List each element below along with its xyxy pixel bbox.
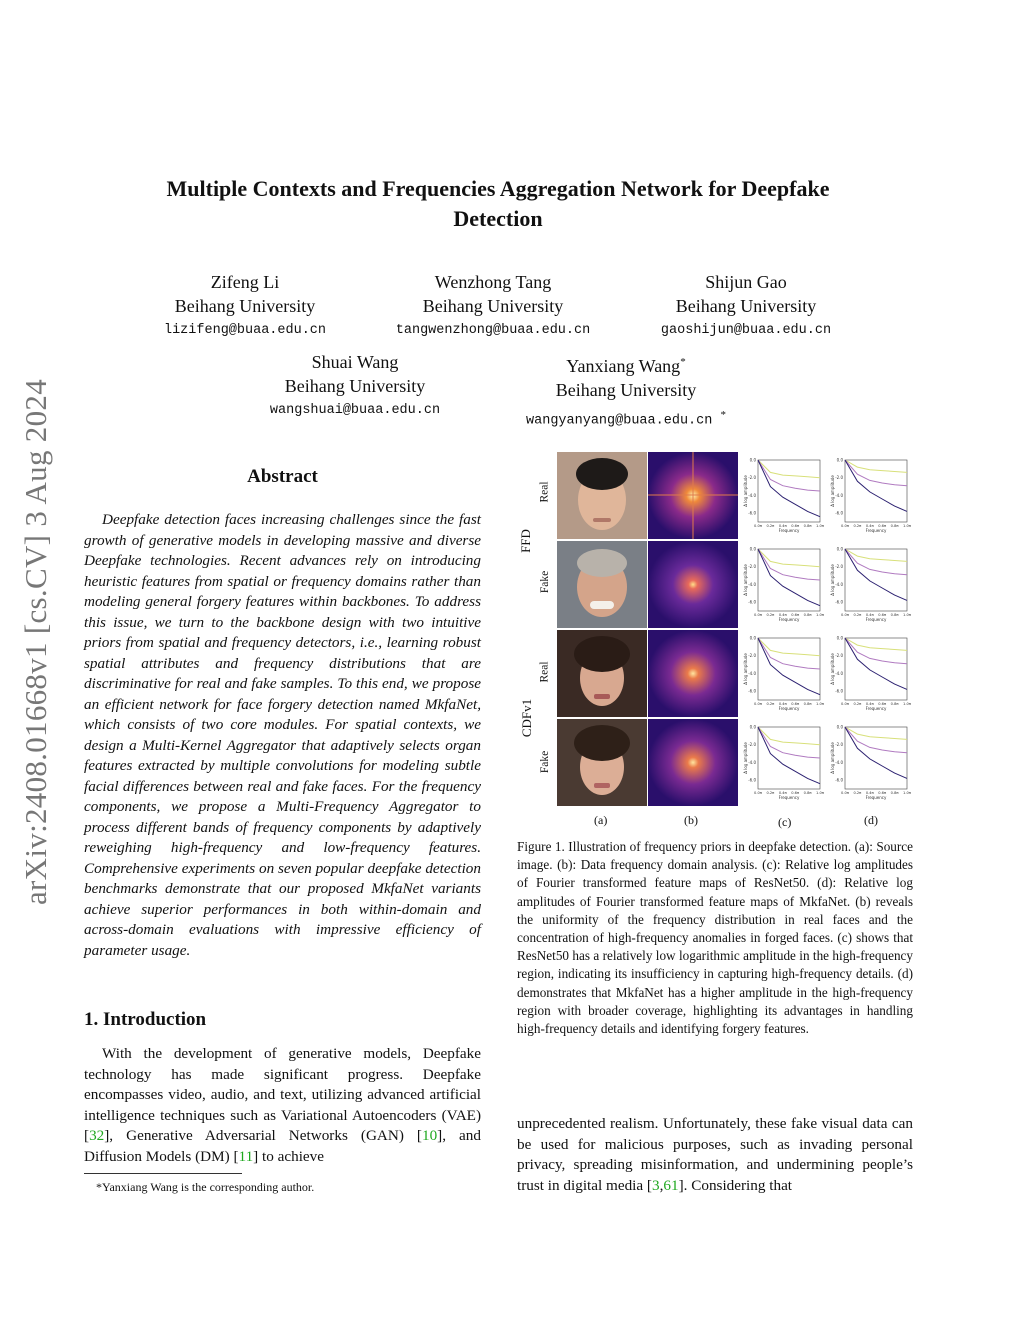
author-3 [616,270,876,344]
x-tick-label: 1.0π [903,613,911,617]
y-tick-label: 0.0 [836,635,843,641]
x-tick-label: 0.0π [841,702,849,706]
abstract-heading: Abstract [247,466,318,487]
y-tick-label: -2.0 [748,564,756,570]
x-axis-label: Frequency [865,528,887,533]
subfig-label-a: (a) [594,813,608,827]
x-axis-label: Frequency [865,795,887,800]
y-tick-label: 0.0 [749,457,756,463]
x-tick-label: 0.8π [890,702,899,706]
x-tick-label: 1.0π [903,524,911,528]
series-line-3 [845,727,907,778]
x-tick-label: 1.0π [903,702,911,706]
intro-heading: 1. Introduction [84,1009,207,1030]
x-tick-label: 0.6π [791,702,800,706]
x-tick-label: 0.6π [791,791,800,795]
author-email: gaoshijun@buaa.edu.cn [660,323,832,338]
x-tick-label: 0.4π [778,702,787,706]
amplitude-plot [742,719,824,804]
amplitude-plot [829,630,911,715]
x-tick-label: 1.0π [816,613,824,617]
y-axis-label: Δ log amplitude [830,564,835,596]
x-axis-label: Frequency [865,617,887,622]
y-axis-label: Δ log amplitude [743,475,748,507]
x-tick-label: 0.0π [754,791,762,795]
amplitude-plot [742,630,824,715]
x-tick-label: 0.8π [890,613,899,617]
y-tick-label: -6.0 [835,510,843,516]
abstract-body: Deepfake detection faces increasing challenges since the fast growth of generative models in developing massive and diverse Deepfake technologies. Recent advances rely on introducing heuristic features from spatial or frequency domains rather than modeling general forgery features within backbones. To address this issue, we turn to the backbone design with two intuitive priors from spatial and frequency detectors, i.e., learning robust spatial attributes and frequency distributions that are discriminative for real and fake samples. To this end, we propose an efficient network for face forgery detection named MkfaNet, which consists of two core modules. For spatial contexts, we design a Multi-Kernel Aggregator that adaptively selects organ features extracted by multiple convolutions for modeling subtle facial differences between real and fake faces. For the frequency components, we propose a Multi-Frequency Aggregator to process different bands of frequency components by adaptively reweighing high-frequency and low-frequency features. Comprehensive experiments on seven popular deepfake detection benchmarks demonstrate that our proposed MkfaNet variants achieve superior performances in both within-domain and across-domain evaluations with impressive efficiency of parameter usage. [84,511,481,959]
author-affiliation: Beihang University [174,296,316,316]
plot-frame [845,549,907,611]
series-line-3 [758,638,820,695]
author-email: tangwenzhong@buaa.edu.cn [395,323,591,338]
y-tick-label: -2.0 [748,475,756,481]
x-tick-label: 0.6π [878,524,887,528]
y-tick-label: 0.0 [836,546,843,552]
face-image-cdfv1-real [557,630,647,717]
x-tick-label: 0.6π [878,791,887,795]
x-axis-label: Frequency [778,706,800,711]
author-name: Wenzhong Tang [434,272,552,292]
author-name: Zifeng Li [210,272,280,292]
y-tick-label: -4.0 [748,492,756,498]
x-tick-label: 0.2π [853,613,862,617]
citation-link[interactable]: 10 [421,1127,438,1144]
x-tick-label: 0.4π [865,791,874,795]
dataset-label-cdfv1: CDFv1 [519,698,535,738]
x-tick-label: 0.4π [778,524,787,528]
y-tick-label: -4.0 [835,492,843,498]
x-tick-label: 0.8π [803,791,812,795]
x-tick-label: 0.8π [890,791,899,795]
y-axis-label: Δ log amplitude [743,742,748,774]
intro-paragraph: With the development of generative models, Deepfake technology has made significant progress. Deepfake encompasses video, audio, and text, utilizing advanced artificial intelligence techniques such as Variational Autoencoders (VAE) [32], Generative Adversarial Networks (GAN) [10], and Diffusion Models (DM) [11] to achieve [84,1045,481,1165]
y-tick-label: -4.0 [835,759,843,765]
plot-frame [845,727,907,789]
x-tick-label: 1.0π [903,791,911,795]
frequency-spectrum [648,719,738,806]
x-tick-label: 0.0π [754,613,762,617]
face-image-ffd-fake [557,541,647,628]
author-name: Shijun Gao [705,272,787,292]
author-1 [115,270,375,344]
x-axis-label: Frequency [778,528,800,533]
series-line-2 [845,638,907,664]
x-tick-label: 0.4π [865,524,874,528]
author-affiliation: Beihang University [555,380,697,400]
amplitude-plot [742,452,824,537]
x-axis-label: Frequency [865,706,887,711]
x-tick-label: 1.0π [816,702,824,706]
amplitude-plot [829,541,911,626]
y-axis-label: Δ log amplitude [743,653,748,685]
y-tick-label: -2.0 [835,475,843,481]
y-tick-label: -6.0 [748,510,756,516]
author-name: Shuai Wang [311,352,399,372]
x-tick-label: 0.6π [791,524,800,528]
frequency-spectrum [648,452,738,539]
arxiv-identifier: arXiv:2408.01668v1 [cs.CV] 3 Aug 2024 [18,379,53,906]
x-tick-label: 0.2π [766,702,775,706]
y-tick-label: 0.0 [836,724,843,730]
amplitude-plot [742,541,824,626]
series-line-2 [845,460,907,486]
x-tick-label: 1.0π [816,791,824,795]
x-tick-label: 0.4π [778,613,787,617]
y-tick-label: -4.0 [748,759,756,765]
x-tick-label: 0.6π [878,613,887,617]
y-axis-label: Δ log amplitude [830,742,835,774]
amplitude-plot [829,452,911,537]
citation-link[interactable]: 3 [651,1176,660,1194]
citation-link[interactable]: 32 [89,1127,105,1144]
x-tick-label: 0.6π [791,613,800,617]
y-axis-label: Δ log amplitude [830,653,835,685]
series-line-3 [758,460,820,517]
x-axis-label: Frequency [778,795,800,800]
figure-1 [517,448,920,833]
series-line-3 [758,727,820,784]
dataset-label-ffd: FFD [517,529,533,553]
x-tick-label: 0.2π [853,791,862,795]
author-name: Yanxiang Wang [566,356,681,376]
author-affiliation: Beihang University [422,296,564,316]
x-tick-label: 0.2π [853,702,862,706]
y-tick-label: 0.0 [749,635,756,641]
subfig-label-b: (b) [684,813,698,827]
series-line-3 [845,638,907,689]
x-tick-label: 0.0π [754,702,762,706]
amplitude-plot [829,719,911,804]
y-tick-label: -4.0 [835,670,843,676]
y-axis-label: Δ log amplitude [743,564,748,596]
x-tick-label: 0.2π [766,791,775,795]
y-tick-label: 0.0 [749,546,756,552]
x-tick-label: 0.2π [766,613,775,617]
x-tick-label: 0.2π [766,524,775,528]
plot-frame [845,460,907,522]
row-label-fake: Fake [539,570,552,594]
body-paragraph: unprecedented realism. Unfortunately, these fake visual data can be used for malicious purposes, such as invading personal privacy, spreading misinformation, and undermining people’s trust in digital media [3,61]. Considering that [517,1115,913,1194]
series-line-2 [845,727,907,753]
y-tick-label: -6.0 [748,777,756,783]
y-tick-label: -6.0 [835,777,843,783]
x-tick-label: 0.4π [865,702,874,706]
subfig-label-d: (d) [864,813,878,827]
face-image-cdfv1-fake [557,719,647,806]
y-axis-label: Δ log amplitude [830,475,835,507]
y-tick-label: -2.0 [748,653,756,659]
frequency-spectrum [648,630,738,717]
y-tick-label: -4.0 [835,581,843,587]
y-tick-label: -4.0 [748,581,756,587]
author-affiliation: Beihang University [284,376,426,396]
series-line-3 [845,460,907,511]
y-tick-label: -4.0 [748,670,756,676]
author-affiliation: Beihang University [675,296,817,316]
y-tick-label: -6.0 [748,599,756,605]
frequency-spectrum [648,541,738,628]
series-line-2 [845,549,907,575]
y-tick-label: -2.0 [835,742,843,748]
y-tick-label: -2.0 [748,742,756,748]
x-tick-label: 0.8π [803,524,812,528]
y-tick-label: 0.0 [749,724,756,730]
footnote-rule [84,1173,242,1174]
x-tick-label: 0.0π [841,791,849,795]
y-tick-label: -6.0 [835,688,843,694]
row-label-fake: Fake [539,750,552,774]
footnote: *Yanxiang Wang is the corresponding author. [96,1180,315,1194]
figure-caption: Figure 1. Illustration of frequency priors in deepfake detection. (a): Source image. (b): Data frequency domain analysis. (c): Relative log amplitudes of Fourier transformed feature maps of ResNet50. (d): Relative log amplitudes of Fourier transformed feature maps of MkfaNet. (b) reveals the uniformity of the frequency distribution in real faces and the concentration of high-frequency anomalies in forged faces. (c) shows that ResNet50 has a relatively low logarithmic amplitude in the high-frequency region, indicating its insufficiency in capturing high-frequency details. (d) demonstrates that MkfaNet has a higher amplitude in the high-frequency region with broader coverage, highlighting its advantages in handling high-frequency details and identifying forgery features. [517,839,913,1037]
series-line-3 [758,549,820,606]
x-tick-label: 0.8π [803,613,812,617]
x-tick-label: 0.0π [841,524,849,528]
citation-link[interactable]: 61 [663,1176,679,1194]
x-tick-label: 0.2π [853,524,862,528]
y-tick-label: 0.0 [836,457,843,463]
x-axis-label: Frequency [778,617,800,622]
paper-title: Multiple Contexts and Frequencies Aggregation Network for Deepfake Detection [166,176,830,231]
row-label-real: Real [538,661,551,683]
series-line-3 [845,549,907,600]
x-tick-label: 0.4π [778,791,787,795]
x-tick-label: 0.6π [878,702,887,706]
author-5: Yanxiang Wang* Beihang University wangyanyang@buaa.edu.cn * [496,350,756,435]
author-2 [363,270,623,344]
row-label-real: Real [538,481,551,503]
x-tick-label: 0.4π [865,613,874,617]
y-tick-label: -6.0 [835,599,843,605]
author-email: wangshuai@buaa.edu.cn [269,403,441,418]
y-tick-label: -2.0 [835,564,843,570]
x-tick-label: 0.0π [841,613,849,617]
x-tick-label: 1.0π [816,524,824,528]
y-tick-label: -6.0 [748,688,756,694]
x-tick-label: 0.8π [890,524,899,528]
x-tick-label: 0.0π [754,524,762,528]
citation-link[interactable]: 11 [238,1147,254,1165]
author-email: wangyanyang@buaa.edu.cn [526,413,713,429]
plot-frame [845,638,907,700]
face-image-ffd-real [557,452,647,539]
x-tick-label: 0.8π [803,702,812,706]
subfig-label-c: (c) [778,815,792,829]
author-4 [225,350,485,424]
author-email: lizifeng@buaa.edu.cn [163,323,327,338]
y-tick-label: -2.0 [835,653,843,659]
